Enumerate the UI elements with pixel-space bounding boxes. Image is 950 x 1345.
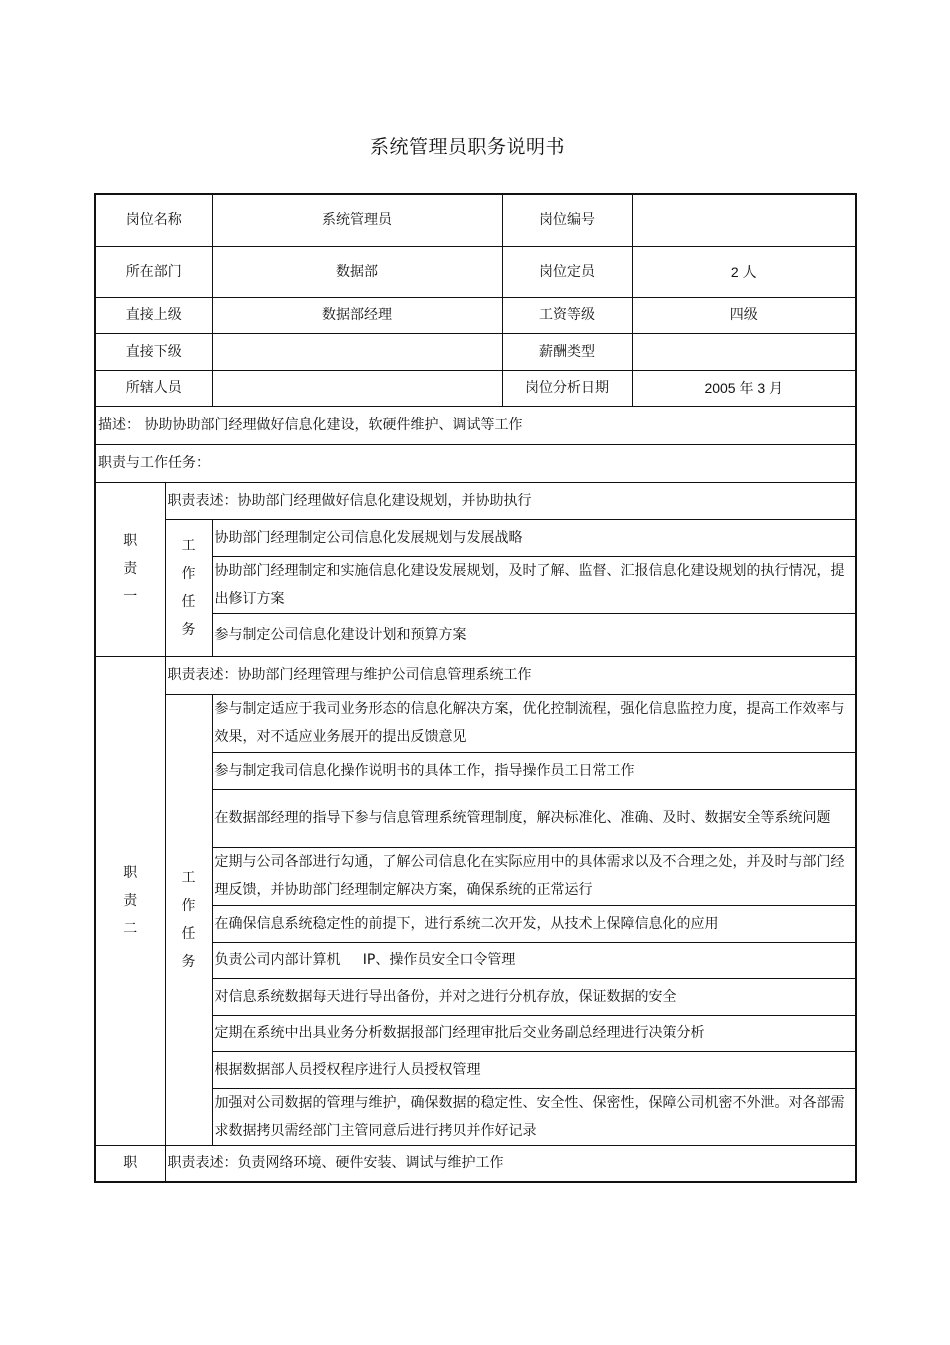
duty2-task-6: 负责公司内部计算机 IP、操作员安全口令管理 [212, 942, 856, 978]
duty2-task-10: 加强对公司数据的管理与维护，确保数据的稳定性、安全性、保密性，保障公司机密不外泄。对各部需求数据拷贝需经部门主管同意后进行拷贝并作好记录 [212, 1088, 856, 1145]
value-headcount: 2 人 [632, 246, 856, 297]
info-row-position-name [95, 194, 856, 246]
info-row-department [95, 246, 856, 297]
duty2-task-5: 在确保信息系统稳定性的前提下，进行系统二次开发，从技术上保障信息化的应用 [212, 905, 856, 942]
duty2-task-row [95, 694, 856, 752]
value-supervisor: 数据部经理 [212, 297, 502, 333]
duty3-statement-row [95, 1145, 856, 1182]
duty2-statement: 职责表述：协助部门经理管理与维护公司信息管理系统工作 [165, 656, 856, 694]
label-pay-type: 薪酬类型 [502, 333, 632, 370]
label-headcount: 岗位定员 [502, 246, 632, 297]
value-staff [212, 370, 502, 406]
label-subordinate: 直接下级 [95, 333, 212, 370]
value-subordinate [212, 333, 502, 370]
duty1-task-row [95, 519, 856, 556]
label-staff: 所辖人员 [95, 370, 212, 406]
duty1-task-label: 工 作 任 务 [165, 519, 212, 656]
label-position-code: 岗位编号 [502, 194, 632, 246]
info-row-supervisor [95, 297, 856, 333]
value-department: 数据部 [212, 246, 502, 297]
duty1-statement-row [95, 482, 856, 519]
duty2-task-9: 根据数据部人员授权程序进行人员授权管理 [212, 1051, 856, 1088]
document-title: 系统管理员职务说明书 [369, 136, 565, 158]
description-row [95, 406, 856, 444]
label-department: 所在部门 [95, 246, 212, 297]
duty2-task-4: 定期与公司各部进行勾通，了解公司信息化在实际应用中的具体需求以及不合理之处，并及时与部门经理反馈，并协助部门经理制定解决方案，确保系统的正常运行 [212, 847, 856, 905]
label-position-name: 岗位名称 [95, 194, 212, 246]
description-text: 描述： 协助协助部门经理做好信息化建设，软硬件维护、调试等工作 [95, 406, 856, 444]
duty2-statement-row [95, 656, 856, 694]
info-row-subordinate [95, 333, 856, 370]
value-pay-type [632, 333, 856, 370]
duty1-task-3: 参与制定公司信息化建设计划和预算方案 [212, 613, 856, 656]
label-supervisor: 直接上级 [95, 297, 212, 333]
duty1-task-1: 协助部门经理制定公司信息化发展规划与发展战略 [212, 519, 856, 556]
duty2-task-7: 对信息系统数据每天进行导出备份，并对之进行分机存放，保证数据的安全 [212, 978, 856, 1015]
info-row-staff [95, 370, 856, 406]
duty2-task-1: 参与制定适应于我司业务形态的信息化解决方案，优化控制流程，强化信息监控力度，提高工作效率与效果，对不适应业务展开的提出反馈意见 [212, 694, 856, 752]
label-analysis-date: 岗位分析日期 [502, 370, 632, 406]
duty2-label: 职 责 二 [95, 656, 165, 1145]
label-salary-grade: 工资等级 [502, 297, 632, 333]
duty3-label: 职 [95, 1145, 165, 1182]
value-position-code [632, 194, 856, 246]
duties-header-row [95, 444, 856, 482]
job-description-table [94, 193, 857, 1183]
value-salary-grade: 四级 [632, 297, 856, 333]
duty3-statement: 职责表述：负责网络环境、硬件安装、调试与维护工作 [165, 1145, 856, 1182]
duty1-label: 职 责 一 [95, 482, 165, 656]
duty2-task-2: 参与制定我司信息化操作说明书的具体工作，指导操作员工日常工作 [212, 752, 856, 789]
duties-header: 职责与工作任务： [95, 444, 856, 482]
duty1-statement: 职责表述：协助部门经理做好信息化建设规划，并协助执行 [165, 482, 856, 519]
value-analysis-date: 2005 年 3 月 [632, 370, 856, 406]
duty2-task-8: 定期在系统中出具业务分析数据报部门经理审批后交业务副总经理进行决策分析 [212, 1015, 856, 1051]
value-position-name: 系统管理员 [212, 194, 502, 246]
duty2-task-label: 工 作 任 务 [165, 694, 212, 1145]
duty2-task-3: 在数据部经理的指导下参与信息管理系统管理制度，解决标准化、准确、及时、数据安全等系统问题 [212, 789, 856, 847]
duty1-task-2: 协助部门经理制定和实施信息化建设发展规划，及时了解、监督、汇报信息化建设规划的执行情况，提出修订方案 [212, 556, 856, 613]
